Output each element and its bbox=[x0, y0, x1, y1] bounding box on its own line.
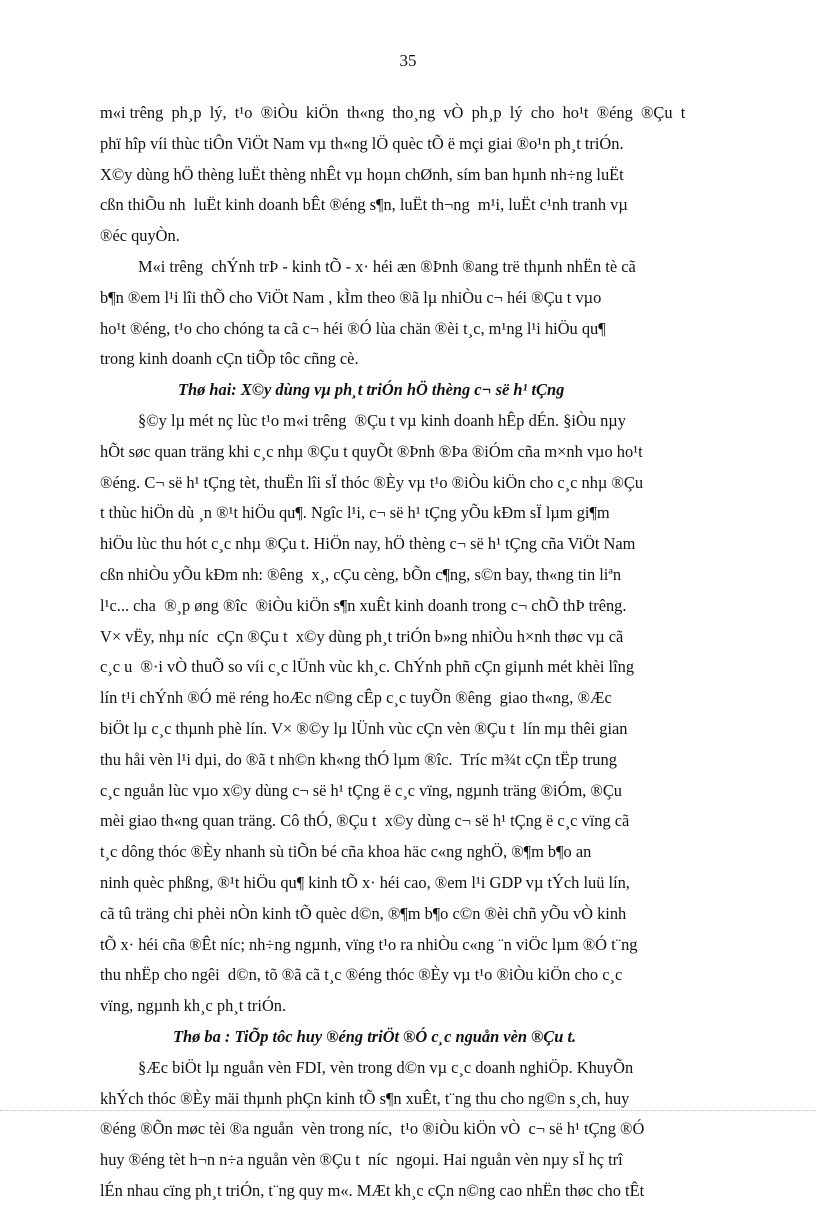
paragraph-line: ho¹t ®éng, t¹o cho chóng ta cã c¬ héi ®Ó lùa chän ®èi t¸c, m¹ng l¹i hiÖu qu¶ bbox=[100, 318, 606, 338]
paragraph-line: phï hîp víi thùc tiÔn ViÖt Nam vµ th«ng lÖ quèc tÕ ë mçi giai ®o¹n ph¸t triÓn. bbox=[100, 133, 624, 153]
paragraph-line: c¸c u ®·i vÒ thuÕ so víi c¸c lÜnh vùc kh¸c. ChÝnh phñ cÇn giµnh mét khèi lîng bbox=[100, 657, 635, 677]
paragraph-line: §©y lµ mét nç lùc t¹o m«i trêng ®Çu t vµ kinh doanh hÊp dÉn. §iÒu nµy bbox=[138, 410, 626, 430]
paragraph-line: V× vËy, nhµ níc cÇn ®Çu t x©y dùng ph¸t triÓn b»ng nhiÒu h×nh thøc vµ cã bbox=[100, 626, 624, 646]
paragraph-line: hÕt søc quan träng khi c¸c nhµ ®Çu t quyÕt ®Þnh ®Þa ®iÓm cña m×nh vµo ho¹t bbox=[100, 441, 643, 461]
page-number: 35 bbox=[399, 51, 417, 70]
paragraph-line: §Æc biÖt lµ nguån vèn FDI, vèn trong d©n vµ c¸c doanh nghiÖp. KhuyÕn bbox=[138, 1057, 634, 1077]
paragraph-line: lín t¹i chÝnh ®Ó më réng hoÆc n©ng cÊp c¸c tuyÕn ®êng giao th«ng, ®Æc bbox=[100, 688, 612, 708]
paragraph-line: ninh quèc phßng, ®¹t hiÖu qu¶ kinh tÕ x· héi cao, ®em l¹i GDP vµ tÝch luü lín, bbox=[100, 872, 630, 892]
section-heading: Thø hai: X©y dùng vµ ph¸t triÓn hÖ thèng c¬ së h¹ tÇng bbox=[178, 380, 565, 400]
bottom-dotted-rule bbox=[0, 1110, 816, 1111]
paragraph-line: huy ®éng tèt h¬n n÷a nguån vèn ®Çu t níc ngoµi. Hai nguån vèn nµy sÏ hç trî bbox=[100, 1150, 623, 1170]
section-heading: Thø ba : TiÕp tôc huy ®éng triÖt ®Ó c¸c nguån vèn ®Çu t. bbox=[173, 1026, 577, 1046]
paragraph-line: ®éc quyÒn. bbox=[100, 226, 180, 246]
paragraph-line: m«i trêng ph¸p lý, t¹o ®iÒu kiÖn th«ng tho¸ng vÒ ph¸p lý cho ho¹t ®éng ®Çu t bbox=[100, 103, 686, 122]
paragraph-line: cßn nhiÒu yÕu kÐm nh: ®êng x¸, cÇu cèng, bÕn c¶ng, s©n bay, th«ng tin liªn bbox=[100, 564, 622, 584]
paragraph-line: hiÖu lùc thu hót c¸c nhµ ®Çu t. HiÖn nay, hÖ thèng c¬ së h¹ tÇng cña ViÖt Nam bbox=[100, 534, 636, 554]
paragraph-line: ®éng. C¬ së h¹ tÇng tèt, thuËn lîi sÏ thóc ®Èy vµ t¹o ®iÒu kiÖn cho c¸c nhµ ®Çu bbox=[100, 472, 644, 492]
paragraph-line: X©y dùng hÖ thèng luËt thèng nhÊt vµ hoµn chØnh, sím ban hµnh nh÷ng luËt bbox=[100, 164, 624, 184]
paragraph-line: mèi giao th«ng quan träng. Cô thÓ, ®Çu t x©y dùng c¬ së h¹ tÇng ë c¸c vïng cã bbox=[100, 811, 630, 831]
paragraph-line: c¸c nguån lùc vµo x©y dùng c¬ së h¹ tÇng ë c¸c vïng, ngµnh träng ®iÓm, ®Çu bbox=[100, 780, 622, 800]
paragraph-line: khÝch thóc ®Èy mäi thµnh phÇn kinh tÕ s¶n xuÊt, t¨ng thu cho ng©n s¸ch, huy bbox=[100, 1088, 630, 1108]
paragraph-line: thu nhËp cho ngêi d©n, tõ ®ã cã t¸c ®éng thóc ®Èy vµ t¹o ®iÒu kiÖn cho c¸c bbox=[100, 965, 623, 985]
paragraph-line: tÕ x· héi cña ®Êt níc; nh÷ng ngµnh, vïng t¹o ra nhiÒu c«ng ¨n viÖc lµm ®Ó t¨ng bbox=[100, 934, 638, 954]
paragraph-line: biÖt lµ c¸c thµnh phè lín. V× ®©y lµ lÜnh vùc cÇn vèn ®Çu t lín mµ thêi gian bbox=[100, 718, 628, 738]
paragraph-line: t¸c dông thóc ®Èy nhanh sù tiÕn bé cña khoa häc c«ng nghÖ, ®¶m b¶o an bbox=[100, 842, 592, 862]
paragraph-line: cã tû träng chi phèi nÒn kinh tÕ quèc d©n, ®¶m b¶o c©n ®èi chñ yÕu vÒ kinh bbox=[100, 903, 627, 923]
paragraph-line: lÉn nhau cïng ph¸t triÓn, t¨ng quy m«. MÆt kh¸c cÇn n©ng cao nhËn thøc cho tÊt bbox=[100, 1180, 645, 1200]
paragraph-line: l¹c... cha ®¸p øng ®îc ®iÒu kiÖn s¶n xuÊt kinh doanh trong c¬ chÕ thÞ trêng. bbox=[100, 595, 627, 615]
paragraph-line: vïng, ngµnh kh¸c ph¸t triÓn. bbox=[100, 996, 287, 1016]
paragraph-line: ®éng ®Õn møc tèi ®a nguån vèn trong níc, t¹o ®iÒu kiÖn vÒ c¬ së h¹ tÇng ®Ó bbox=[100, 1119, 645, 1139]
paragraph-line: cßn thiÕu nh luËt kinh doanh bÊt ®éng s¶n, luËt th¬ng m¹i, luËt c¹nh tranh vµ bbox=[100, 195, 628, 215]
paragraph-line: M«i trêng chÝnh trÞ - kinh tÕ - x· héi æn ®Þnh ®ang trë thµnh nhËn tè cã bbox=[138, 256, 636, 276]
paragraph-line: t thùc hiÖn dù ¸n ®¹t hiÖu qu¶. Ngîc l¹i, c¬ së h¹ tÇng yÕu kÐm sÏ lµm gi¶m bbox=[100, 503, 610, 523]
body-text bbox=[100, 98, 724, 1207]
paragraph-line: b¶n ®em l¹i lîi thÕ cho ViÖt Nam , kÌm theo ®ã lµ nhiÒu c¬ héi ®Çu t vµo bbox=[100, 287, 602, 307]
paragraph-line: thu håi vèn l¹i dµi, do ®ã t nh©n kh«ng thÓ lµm ®îc. Tríc m¾t cÇn tËp trung bbox=[100, 749, 617, 769]
paragraph-line: trong kinh doanh cÇn tiÕp tôc cñng cè. bbox=[100, 349, 359, 369]
